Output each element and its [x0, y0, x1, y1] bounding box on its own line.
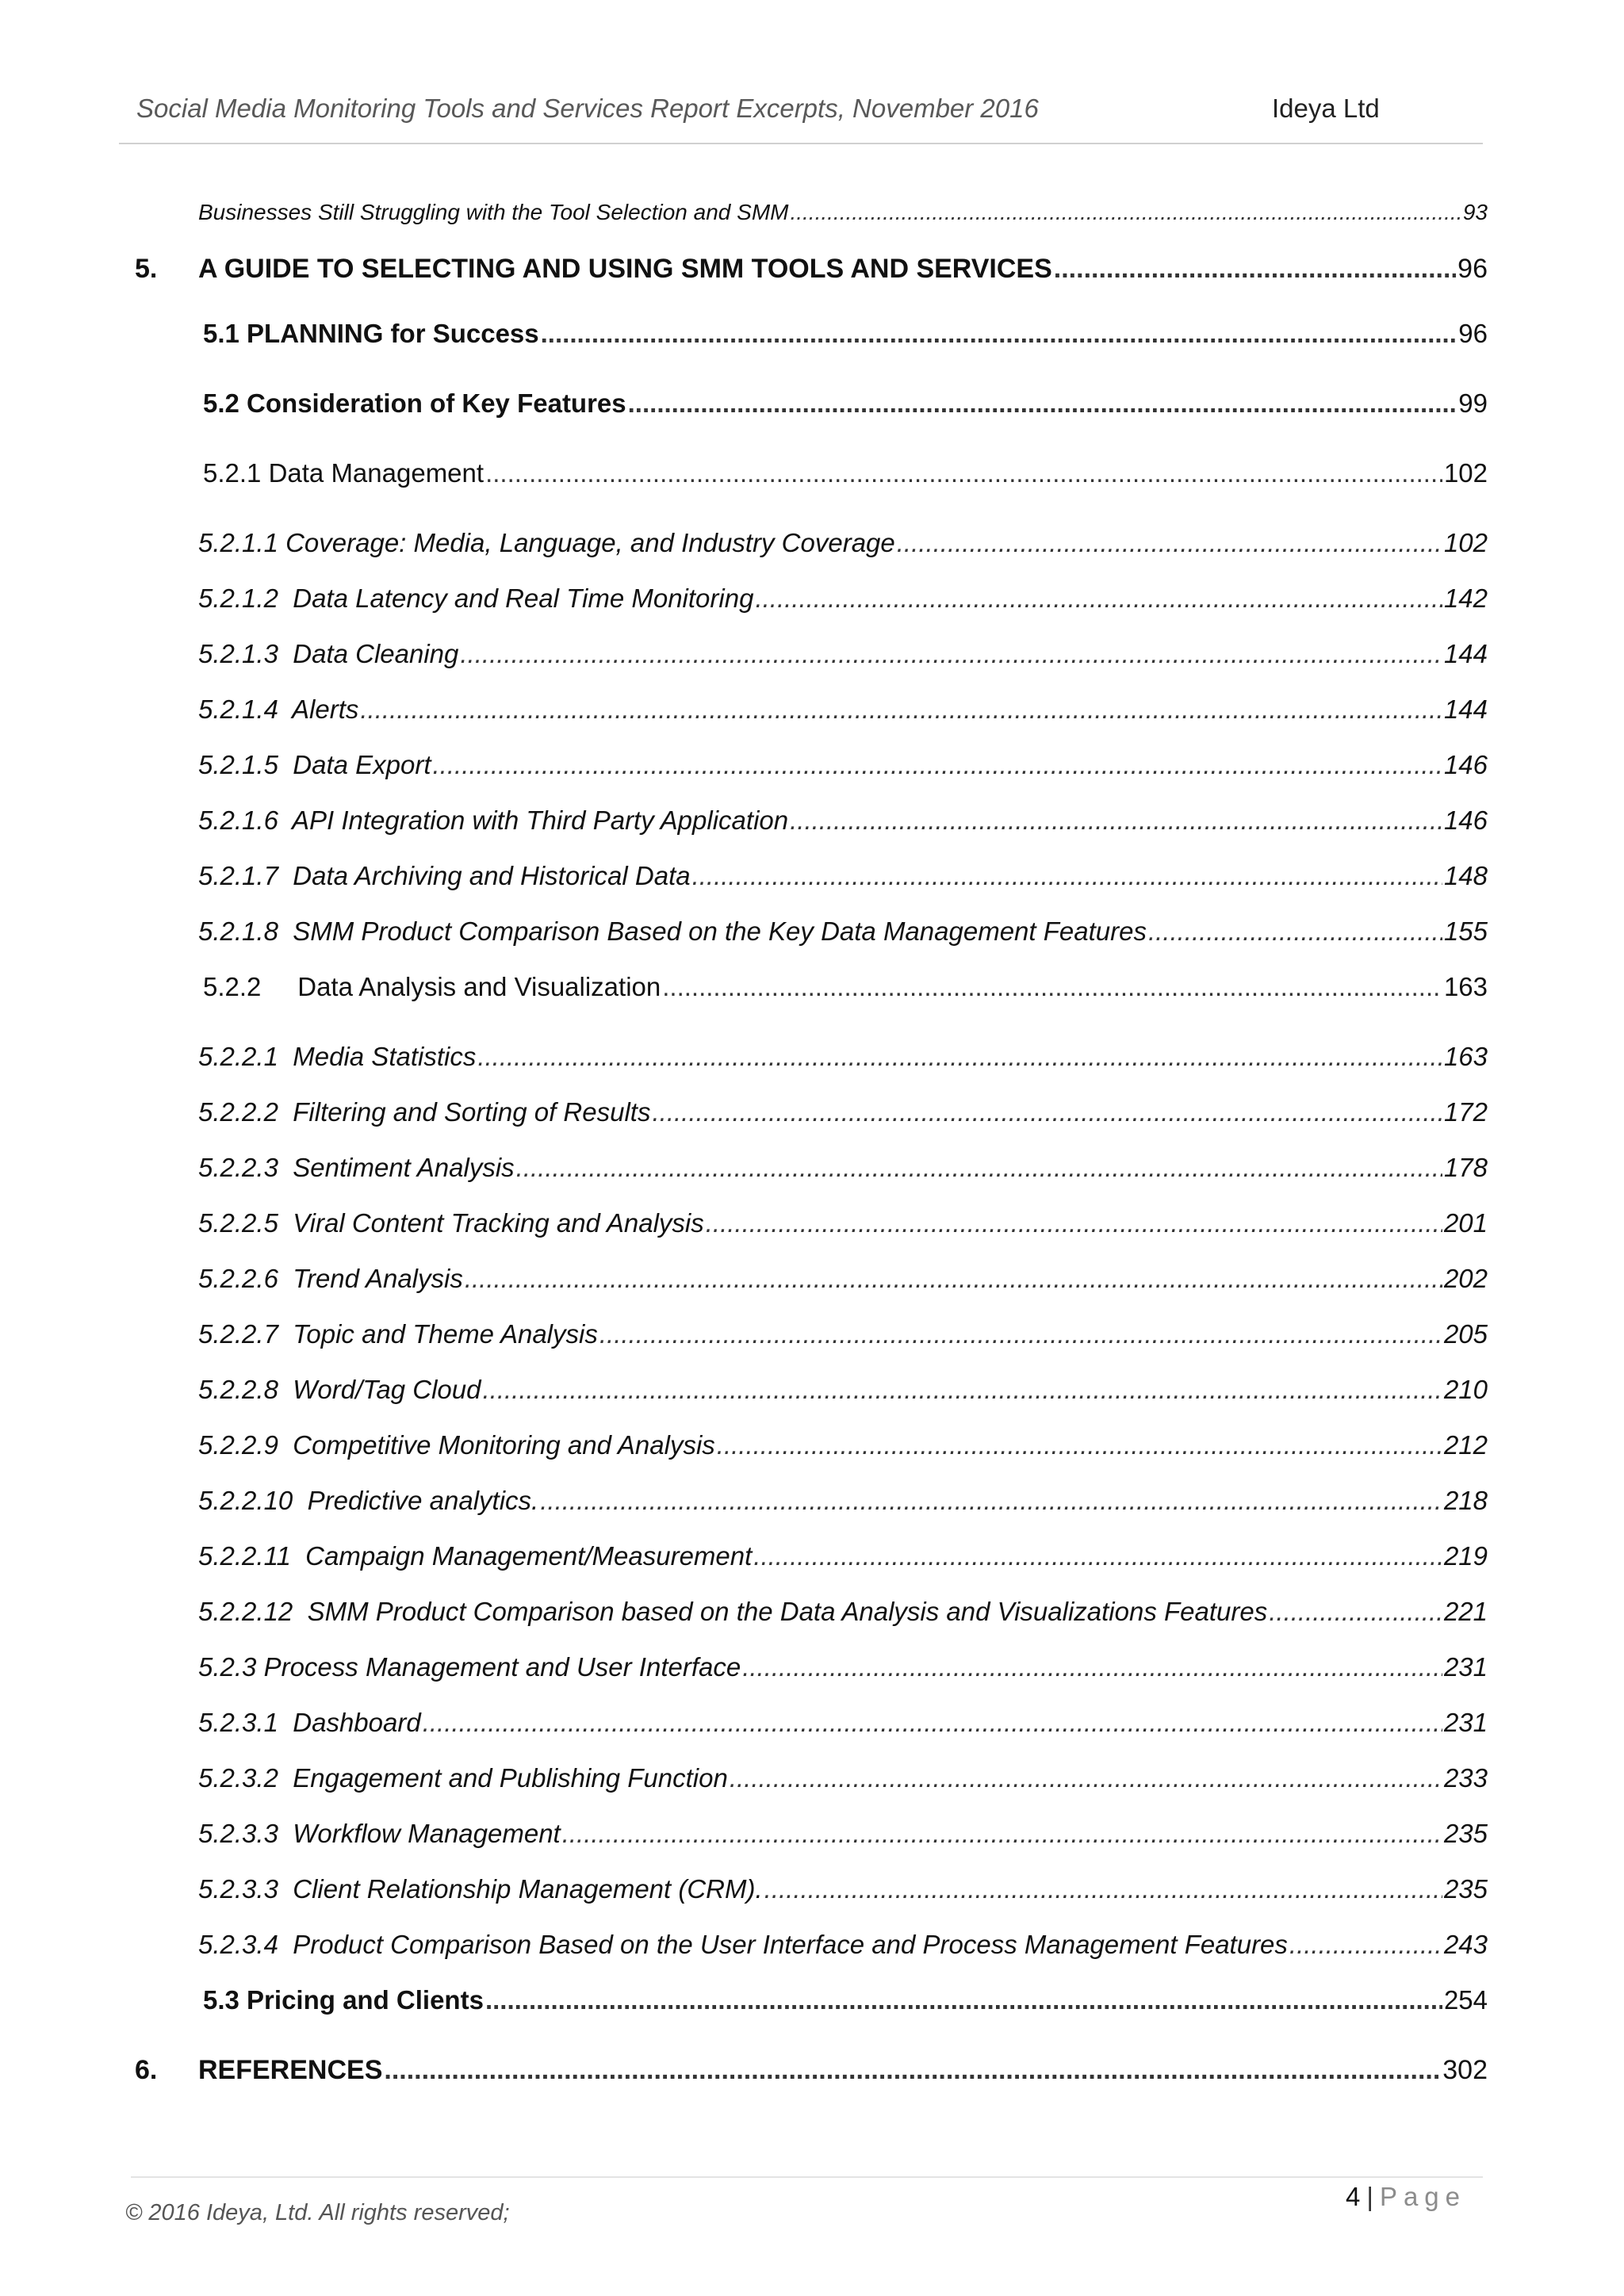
toc-dot-leader: [477, 1042, 1442, 1072]
toc-entry-page: 99: [1458, 388, 1488, 418]
footer-divider: [131, 2176, 1483, 2178]
toc-entry-page: 102: [1443, 458, 1488, 488]
toc-entry-page: 235: [1443, 1819, 1488, 1848]
footer-copyright: © 2016 Ideya, Ltd. All rights reserved;: [125, 2200, 510, 2225]
toc-entry[interactable]: [198, 1930, 1488, 1966]
toc-entry-page: 233: [1443, 1763, 1488, 1793]
toc-entry-page: 96: [1457, 254, 1488, 284]
toc-entry[interactable]: [198, 1208, 1488, 1245]
toc-dot-leader: [599, 1319, 1442, 1349]
toc-dot-leader: [790, 806, 1442, 836]
toc-entry[interactable]: [198, 1597, 1488, 1633]
toc-entry-page: 210: [1443, 1375, 1488, 1404]
toc-entry-title: 5.2.3 Process Management and User Interface: [198, 1652, 741, 1682]
toc-entry-page: 231: [1443, 1708, 1488, 1737]
toc-entry-page: 231: [1443, 1652, 1488, 1682]
page-separator: |: [1366, 2182, 1373, 2211]
toc-entry-page: 243: [1443, 1930, 1488, 1959]
toc-entry-page: 201: [1443, 1208, 1488, 1238]
toc-entry-title: 5.2.2.6 Trend Analysis: [198, 1264, 463, 1293]
toc-entry[interactable]: [203, 458, 1488, 495]
toc-dot-leader: [706, 1208, 1442, 1238]
toc-entry-title: 5.2.2.7 Topic and Theme Analysis: [198, 1319, 598, 1349]
toc-dot-leader: [465, 1264, 1442, 1294]
toc-entry-page: 148: [1443, 861, 1488, 890]
toc-entry[interactable]: [203, 1985, 1488, 2022]
toc-dot-leader: [433, 750, 1442, 780]
toc-entry-number: 6.: [135, 2055, 158, 2085]
toc-entry-title: 5.2.2.9 Competitive Monitoring and Analysis: [198, 1430, 715, 1460]
toc-entry-title: 5.2.2.12 SMM Product Comparison based on the Data Analysis and Visualizations Features: [198, 1597, 1268, 1626]
toc-entry[interactable]: [198, 916, 1488, 953]
toc-entry[interactable]: [198, 1153, 1488, 1189]
toc-entry-number: 5.: [135, 254, 158, 284]
toc-entry-page: 163: [1443, 1042, 1488, 1071]
toc-entry-page: 142: [1443, 584, 1488, 613]
toc-entry[interactable]: [198, 1874, 1488, 1911]
toc-entry[interactable]: [135, 2055, 1488, 2091]
header-company: Ideya Ltd: [1272, 94, 1380, 123]
toc-entry[interactable]: [198, 695, 1488, 731]
toc-entry-page: 146: [1443, 750, 1488, 779]
toc-entry-title: 5.2.2.10 Predictive analytics.: [198, 1486, 539, 1515]
toc-entry[interactable]: [198, 1763, 1488, 1800]
toc-entry[interactable]: [198, 750, 1488, 786]
toc-entry-page: 205: [1443, 1319, 1488, 1349]
toc-entry-page: 302: [1442, 2055, 1488, 2085]
toc-entry-page: 146: [1443, 806, 1488, 835]
toc-entry-page: 218: [1443, 1486, 1488, 1515]
toc-entry-page: 254: [1443, 1985, 1488, 2015]
toc-entry-page: 172: [1443, 1097, 1488, 1127]
toc-dot-leader: [483, 1375, 1442, 1405]
toc-entry[interactable]: [198, 1541, 1488, 1578]
toc-entry-page: 202: [1443, 1264, 1488, 1293]
toc-dot-leader: [742, 1652, 1442, 1682]
toc-entry-page: 93: [1462, 200, 1488, 224]
toc-dot-leader: [562, 1819, 1442, 1849]
toc-entry[interactable]: [198, 1042, 1488, 1078]
toc-entry[interactable]: [198, 1708, 1488, 1744]
toc-entry-title: 5.2.3.4 Product Comparison Based on the User Interface and Process Management Features: [198, 1930, 1288, 1959]
toc-entry[interactable]: [198, 584, 1488, 620]
toc-dot-leader: [541, 319, 1457, 349]
toc-dot-leader: [1148, 916, 1442, 947]
toc-entry[interactable]: [198, 1264, 1488, 1300]
toc-entry-page: 235: [1443, 1874, 1488, 1904]
toc-entry-page: 144: [1443, 639, 1488, 668]
toc-entry[interactable]: [198, 861, 1488, 897]
toc-entry-title: 5.2.2.5 Viral Content Tracking and Analysis: [198, 1208, 704, 1238]
toc-entry-title: 5.2.2 Data Analysis and Visualization: [203, 972, 661, 1001]
footer-page-number: [1346, 2182, 1466, 2212]
toc-dot-leader: [516, 1153, 1442, 1183]
toc-dot-leader: [1054, 254, 1456, 285]
toc-dot-leader: [423, 1708, 1442, 1738]
toc-dot-leader: [1289, 1930, 1442, 1960]
toc-entry-title: 5.2.1.8 SMM Product Comparison Based on the Key Data Management Features: [198, 916, 1147, 946]
toc-entry-title: Businesses Still Struggling with the Tool Selection and SMM: [198, 200, 789, 224]
toc-dot-leader: [460, 639, 1442, 669]
toc-dot-leader: [717, 1430, 1442, 1460]
toc-entry-title: 5.2.1 Data Management: [203, 458, 485, 488]
toc-entry[interactable]: [198, 528, 1488, 564]
header-title: Social Media Monitoring Tools and Services Report Excerpts, November 2016: [136, 94, 1039, 123]
toc-entry[interactable]: [198, 1486, 1488, 1522]
toc-entry[interactable]: [198, 1375, 1488, 1411]
toc-entry-page: 96: [1458, 319, 1488, 348]
toc-entry-title: 5.1 PLANNING for Success: [203, 319, 539, 348]
toc-entry[interactable]: [203, 972, 1488, 1008]
toc-entry-title: 5.2.2.2 Filtering and Sorting of Results: [198, 1097, 651, 1127]
toc-entry-page: 102: [1443, 528, 1488, 557]
toc-entry-page: 178: [1443, 1153, 1488, 1182]
toc-entry[interactable]: [198, 1819, 1488, 1855]
toc-entry-title: 5.2.3.3 Workflow Management: [198, 1819, 561, 1848]
toc-entry[interactable]: [198, 806, 1488, 842]
toc-entry-title: 5.2.1.3 Data Cleaning: [198, 639, 459, 668]
toc-entry[interactable]: [198, 1097, 1488, 1134]
toc-dot-leader: [384, 2055, 1441, 2086]
page-number: 4: [1346, 2182, 1361, 2211]
toc-entry-page: 163: [1443, 972, 1488, 1001]
toc-entry-title: 5.2.2.11 Campaign Management/Measurement: [198, 1541, 753, 1571]
toc-entry-page: 144: [1443, 695, 1488, 724]
toc-entry-page: 155: [1443, 916, 1488, 946]
toc-entry[interactable]: [198, 1319, 1488, 1356]
toc-entry[interactable]: [203, 388, 1488, 425]
toc-entry-title: 5.2.2.8 Word/Tag Cloud: [198, 1375, 481, 1404]
toc-dot-leader: [897, 528, 1442, 558]
toc-entry-title: 5.2.3.3 Client Relationship Management (CRM).: [198, 1874, 763, 1904]
toc-entry-title: 5.2.3.1 Dashboard: [198, 1708, 421, 1737]
toc-entry-title: A GUIDE TO SELECTING AND USING SMM TOOLS AND SERVICES: [198, 254, 1052, 284]
toc-dot-leader: [790, 200, 1461, 225]
toc-entry-title: 5.3 Pricing and Clients: [203, 1985, 484, 2015]
toc-dot-leader: [692, 861, 1442, 891]
toc-entry[interactable]: [135, 254, 1488, 290]
toc-entry-title: 5.2.1.4 Alerts: [198, 695, 359, 724]
toc-entry-title: 5.2.1.5 Data Export: [198, 750, 431, 779]
toc-entry-title: 5.2.1.7 Data Archiving and Historical Data: [198, 861, 691, 890]
toc-dot-leader: [540, 1486, 1442, 1516]
toc-dot-leader: [662, 972, 1442, 1002]
toc-entry[interactable]: [198, 1430, 1488, 1467]
toc-entry-page: 219: [1443, 1541, 1488, 1571]
toc-entry-title: 5.2.2.3 Sentiment Analysis: [198, 1153, 515, 1182]
toc-entry-title: 5.2 Consideration of Key Features: [203, 388, 626, 418]
toc-entry[interactable]: [198, 1652, 1488, 1689]
toc-dot-leader: [730, 1763, 1442, 1793]
toc-dot-leader: [485, 458, 1442, 488]
toc-entry-title: 5.2.1.2 Data Latency and Real Time Monitoring: [198, 584, 754, 613]
toc-dot-leader: [755, 584, 1442, 614]
toc-entry-page: 221: [1443, 1597, 1488, 1626]
toc-dot-leader: [360, 695, 1442, 725]
page-word: Page: [1379, 2182, 1467, 2211]
toc-entry[interactable]: [203, 319, 1488, 355]
toc-entry-title: 5.2.1.6 API Integration with Third Party Application: [198, 806, 789, 835]
toc-dot-leader: [1269, 1597, 1442, 1627]
toc-dot-leader: [764, 1874, 1442, 1904]
toc-entry[interactable]: [198, 200, 1488, 236]
toc-entry-title: 5.2.1.1 Coverage: Media, Language, and Industry Coverage: [198, 528, 895, 557]
toc-dot-leader: [485, 1985, 1442, 2015]
toc-dot-leader: [652, 1097, 1442, 1127]
toc-entry-title: 5.2.2.1 Media Statistics: [198, 1042, 477, 1071]
toc-dot-leader: [628, 388, 1457, 419]
toc-entry-title: REFERENCES: [198, 2055, 383, 2085]
toc-entry-title: 5.2.3.2 Engagement and Publishing Function: [198, 1763, 728, 1793]
toc-dot-leader: [753, 1541, 1442, 1571]
toc-entry-page: 212: [1443, 1430, 1488, 1460]
toc-entry[interactable]: [198, 639, 1488, 675]
